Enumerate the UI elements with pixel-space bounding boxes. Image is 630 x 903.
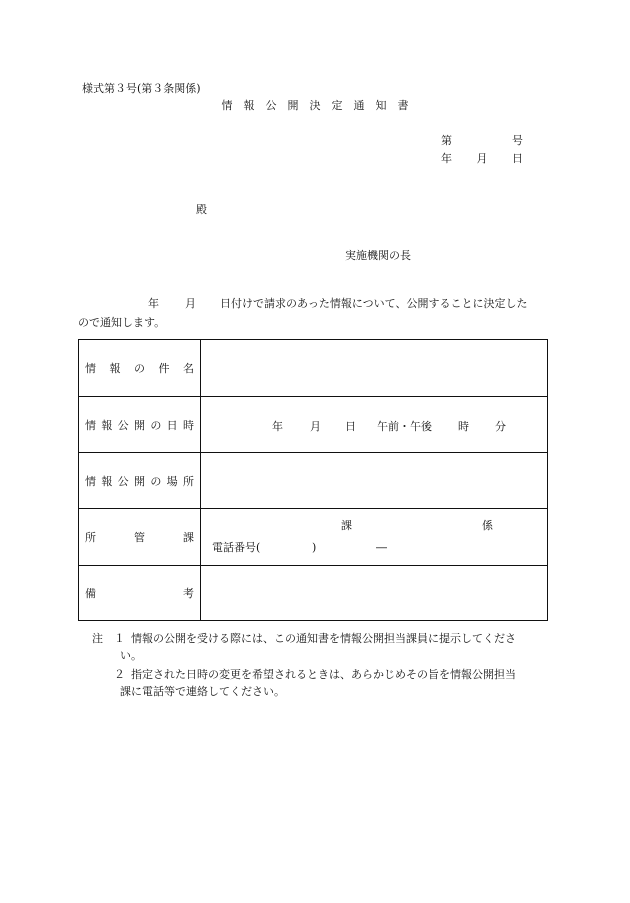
value-datetime[interactable] <box>201 397 547 452</box>
phone-close: ) <box>312 541 317 554</box>
note-1-number: １ <box>114 632 125 645</box>
value-remarks[interactable] <box>201 566 547 620</box>
issue-date-day: 日 <box>512 152 523 165</box>
document-title: 情 報 公 開 決 定 通 知 書 <box>221 99 409 112</box>
dt-ampm: 午前・午後 <box>377 419 432 433</box>
label-char: 情 <box>85 474 96 488</box>
label-char: の <box>150 474 162 488</box>
label-char: 日 <box>166 418 178 432</box>
issue-date <box>441 152 523 166</box>
note-2-line-2: 課に電話等で連絡してください。 <box>120 685 285 698</box>
note-1-line-1: 情報の公開を受ける際には、この通知書を情報公開担当課員に提示してくださ <box>131 632 516 645</box>
label-location <box>85 473 194 489</box>
form-number: 様式第３号(第３条関係) <box>82 82 201 95</box>
ref-go: 号 <box>512 134 523 147</box>
dt-month: 月 <box>310 419 321 433</box>
issue-date-year: 年 <box>441 152 452 165</box>
info-table <box>78 339 548 621</box>
label-char: 報 <box>101 418 113 432</box>
label-char: 情 <box>85 418 96 432</box>
notes-prefix: 注 <box>92 632 103 645</box>
dt-year: 年 <box>272 419 283 433</box>
label-char: 管 <box>134 531 145 544</box>
note-1-line-2: い。 <box>120 649 142 662</box>
reference-number <box>441 134 523 148</box>
note-2-line-1: 指定された日時の変更を希望されるときは、あらかじめその旨を情報公開担当 <box>131 668 516 681</box>
label-char: 公 <box>117 418 129 432</box>
label-char: 時 <box>182 418 194 432</box>
row-subject <box>79 340 547 397</box>
body-month: 月 <box>185 297 196 310</box>
row-datetime <box>79 397 547 453</box>
label-char: 名 <box>183 362 194 375</box>
label-char: 所 <box>85 531 96 544</box>
label-char: 備 <box>85 587 96 600</box>
value-subject[interactable] <box>201 340 547 396</box>
phone-dash: ― <box>376 541 387 554</box>
dt-hour: 時 <box>458 419 469 433</box>
label-char: の <box>134 362 145 375</box>
label-char: 情 <box>85 362 96 375</box>
row-department <box>79 509 547 566</box>
label-char: 報 <box>109 362 121 375</box>
label-char: 開 <box>133 474 145 488</box>
row-location <box>79 453 547 509</box>
body-text-line-2: ので通知します。 <box>78 316 166 329</box>
label-char: 件 <box>158 362 170 375</box>
dt-minute: 分 <box>495 419 506 433</box>
label-char: 場 <box>166 474 178 488</box>
issue-date-month: 月 <box>476 152 488 165</box>
label-char: の <box>150 418 162 432</box>
value-department[interactable] <box>201 509 547 565</box>
phone-label: 電話番号( <box>212 541 261 554</box>
dept-subsection: 係 <box>482 519 493 532</box>
value-location[interactable] <box>201 453 547 508</box>
dept-section: 課 <box>341 519 352 532</box>
label-subject <box>85 360 194 376</box>
note-2-number: ２ <box>114 668 125 681</box>
label-char: 開 <box>133 418 145 432</box>
label-department <box>85 529 194 545</box>
ref-dai: 第 <box>441 134 452 147</box>
body-rest: 日付けで請求のあった情報について、公開することに決定した <box>220 297 528 310</box>
label-char: 考 <box>183 587 194 600</box>
row-remarks <box>79 566 547 620</box>
label-remarks <box>85 585 194 601</box>
label-datetime <box>85 417 194 433</box>
label-char: 公 <box>117 474 129 488</box>
label-char: 課 <box>183 531 194 544</box>
label-char: 報 <box>101 474 113 488</box>
body-year: 年 <box>148 297 159 310</box>
label-char: 所 <box>182 474 194 488</box>
issuer: 実施機関の長 <box>345 249 411 262</box>
addressee-suffix: 殿 <box>196 203 207 216</box>
dt-day: 日 <box>345 419 356 433</box>
